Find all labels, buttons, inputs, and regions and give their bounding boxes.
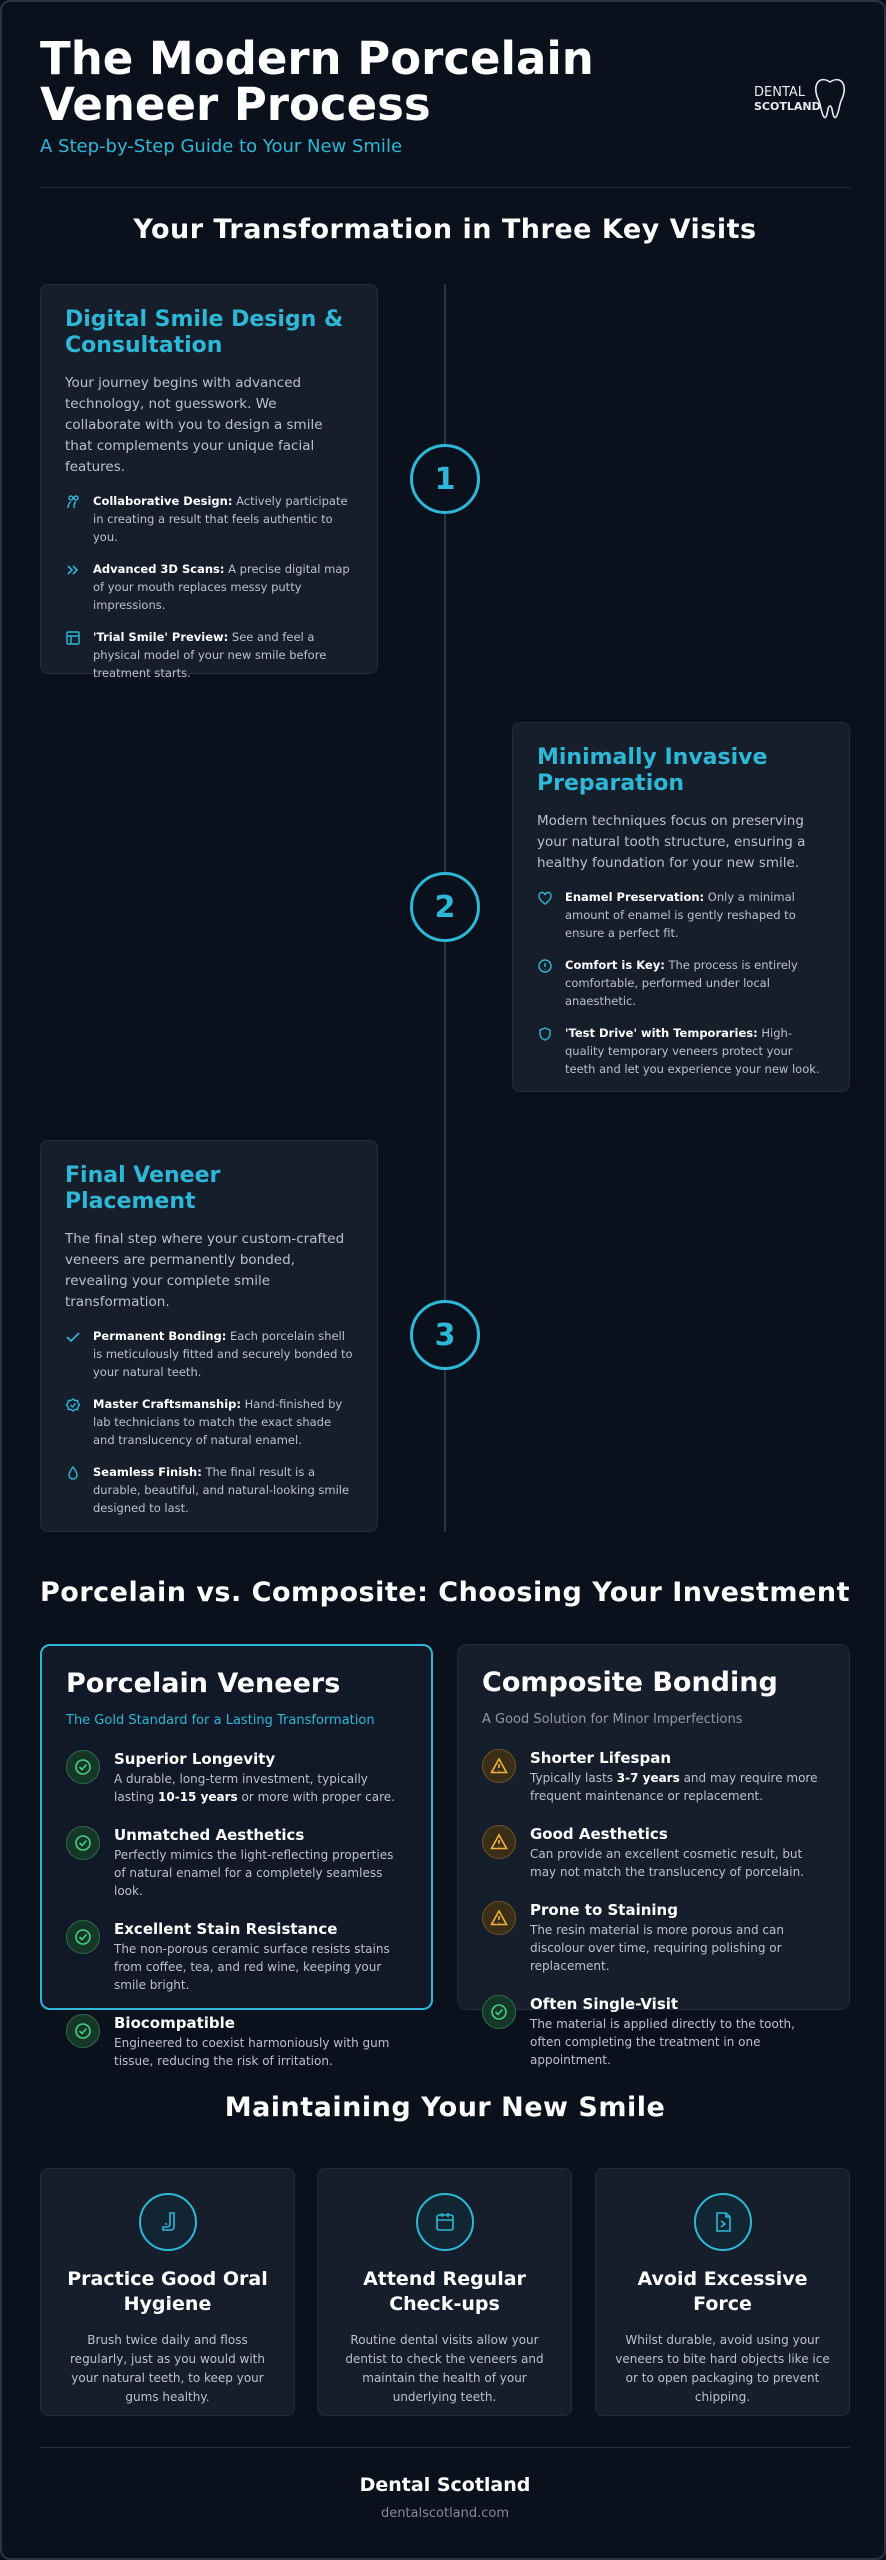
badge-check-icon	[65, 1397, 81, 1413]
comparison-item	[482, 1995, 825, 2069]
info-icon	[537, 958, 553, 974]
tip-text: Routine dental visits allow your dentist to check the veneers and maintain the health of your underlying teeth.	[345, 2333, 544, 2404]
feature-item: Seamless Finish: The final result is a durable, beautiful, and natural-looking smile designed to last.	[65, 1463, 353, 1517]
composite-card	[457, 1644, 850, 2067]
item-description: A durable, long-term investment, typically lasting 10-15 years or more with proper care.	[114, 1772, 395, 1804]
feature-item: 'Trial Smile' Preview: See and feel a physical model of your new smile before treatment starts.	[65, 628, 353, 682]
item-title: Biocompatible	[114, 2014, 235, 2032]
tip-text: Whilst durable, avoid using your veneers to bite hard objects like ice or to open packaging to prevent chipping.	[615, 2333, 830, 2404]
check-circle-icon	[66, 1750, 100, 1784]
comparison-item	[66, 2014, 407, 2070]
heart-icon	[537, 890, 553, 906]
footer-brand: Dental Scotland	[359, 2474, 531, 2496]
step-card-1	[40, 284, 378, 680]
document-warning-icon	[694, 2193, 752, 2251]
feature-item: Collaborative Design: Actively participate in creating a result that feels authentic to you.	[65, 492, 353, 546]
feature-item: Enamel Preservation: Only a minimal amount of enamel is gently reshaped to ensure a perfect fit.	[537, 888, 825, 942]
check-circle-icon	[66, 1920, 100, 1954]
comparison-item	[66, 1750, 407, 1806]
item-description: The resin material is more porous and can discolour over time, requiring polishing or replacement.	[530, 1923, 784, 1973]
item-title: Prone to Staining	[530, 1901, 678, 1919]
page-subtitle: A Step-by-Step Guide to Your New Smile	[40, 136, 403, 157]
warning-icon	[482, 1901, 516, 1935]
toothbrush-icon	[139, 2193, 197, 2251]
feature-item: Advanced 3D Scans: A precise digital map of your mouth replaces messy putty impressions.	[65, 560, 353, 614]
tip-title: Avoid Excessive Force	[637, 2268, 808, 2315]
comparison-item	[482, 1825, 825, 1881]
check-icon	[65, 1329, 81, 1345]
item-title: Excellent Stain Resistance	[114, 1920, 338, 1938]
footer	[2, 2474, 886, 2521]
double-chevron-icon	[65, 562, 81, 578]
item-title: Shorter Lifespan	[530, 1749, 672, 1767]
porcelain-card	[40, 1644, 433, 2068]
item-title: Unmatched Aesthetics	[114, 1826, 305, 1844]
tooth-icon	[810, 76, 850, 122]
step-card-2	[512, 722, 850, 1092]
item-description: Engineered to coexist harmoniously with gum tissue, reducing the risk of irritation.	[114, 2036, 390, 2068]
check-circle-icon	[66, 1826, 100, 1860]
comparison-item	[482, 1901, 825, 1975]
comparison-item	[66, 1826, 407, 1900]
card-title: Porcelain Veneers	[66, 1668, 341, 1699]
item-description: Typically lasts 3-7 years and may require more frequent maintenance or replacement.	[530, 1771, 818, 1803]
item-description: Can provide an excellent cosmetic result, but may not match the translucency of porcelain.	[530, 1847, 805, 1879]
card-subtitle: The Gold Standard for a Lasting Transformation	[66, 1713, 375, 1728]
tip-text: Brush twice daily and floss regularly, just as you would with your natural teeth, to keep your gums healthy.	[70, 2333, 265, 2404]
timeline-title: Your Transformation in Three Key Visits	[133, 214, 757, 245]
feature-item: Comfort is Key: The process is entirely comfortable, performed under local anaesthetic.	[537, 956, 825, 1010]
step-number-3: 3	[410, 1300, 480, 1370]
check-circle-icon	[482, 1995, 516, 2029]
divider	[40, 2447, 850, 2448]
item-title: Superior Longevity	[114, 1750, 276, 1768]
comparison-item	[482, 1749, 825, 1805]
warning-icon	[482, 1749, 516, 1783]
divider	[40, 187, 850, 188]
shield-icon	[537, 1026, 553, 1042]
tip-title: Attend Regular Check-ups	[363, 2268, 526, 2315]
tip-card-checkups	[317, 2168, 572, 2416]
step-intro: The final step where your custom-crafted veneers are permanently bonded, revealing your complete smile transformation.	[65, 1231, 345, 1310]
card-title: Composite Bonding	[482, 1667, 778, 1698]
step-card-3	[40, 1140, 378, 1532]
step-intro: Your journey begins with advanced technology, not guesswork. We collaborate with you to design a smile that complements your unique facial features.	[65, 375, 323, 475]
item-title: Good Aesthetics	[530, 1825, 668, 1843]
item-title: Often Single-Visit	[530, 1995, 679, 2013]
warning-icon	[482, 1825, 516, 1859]
dental-scotland-logo: DENTAL SCOTLAND	[754, 76, 850, 126]
page-title: The Modern Porcelain Veneer Process	[40, 32, 594, 131]
people-icon	[65, 494, 81, 510]
step-title: Minimally Invasive Preparation	[537, 745, 768, 796]
item-description: The material is applied directly to the tooth, often completing the treatment in one appointment.	[530, 2017, 795, 2067]
item-description: The non-porous ceramic surface resists stains from coffee, tea, and red wine, keeping your smile bright.	[114, 1942, 390, 1992]
comparison-title: Porcelain vs. Composite: Choosing Your Investment	[40, 1577, 850, 1608]
header	[40, 32, 850, 157]
check-circle-icon	[66, 2014, 100, 2048]
tip-title: Practice Good Oral Hygiene	[67, 2268, 268, 2315]
step-number-1: 1	[410, 444, 480, 514]
feature-item: 'Test Drive' with Temporaries: High-quality temporary veneers protect your teeth and let you experience your new look.	[537, 1024, 825, 1078]
step-title: Final Veneer Placement	[65, 1163, 221, 1214]
feature-item: Master Craftsmanship: Hand-finished by lab technicians to match the exact shade and translucency of natural enamel.	[65, 1395, 353, 1449]
step-title: Digital Smile Design & Consultation	[65, 307, 344, 358]
step-intro: Modern techniques focus on preserving your natural tooth structure, ensuring a healthy foundation for your new smile.	[537, 813, 806, 871]
droplet-icon	[65, 1465, 81, 1481]
item-description: Perfectly mimics the light-reflecting properties of natural enamel for a completely seamless look.	[114, 1848, 394, 1898]
card-subtitle: A Good Solution for Minor Imperfections	[482, 1712, 743, 1727]
step-number-2: 2	[410, 872, 480, 942]
calendar-icon	[416, 2193, 474, 2251]
footer-website-link[interactable]: dentalscotland.com	[380, 2506, 510, 2521]
tip-card-force	[595, 2168, 850, 2416]
layout-icon	[65, 630, 81, 646]
maintenance-title: Maintaining Your New Smile	[224, 2092, 666, 2123]
feature-item: Permanent Bonding: Each porcelain shell is meticulously fitted and securely bonded to your natural teeth.	[65, 1327, 353, 1381]
tip-card-hygiene	[40, 2168, 295, 2416]
comparison-item	[66, 1920, 407, 1994]
